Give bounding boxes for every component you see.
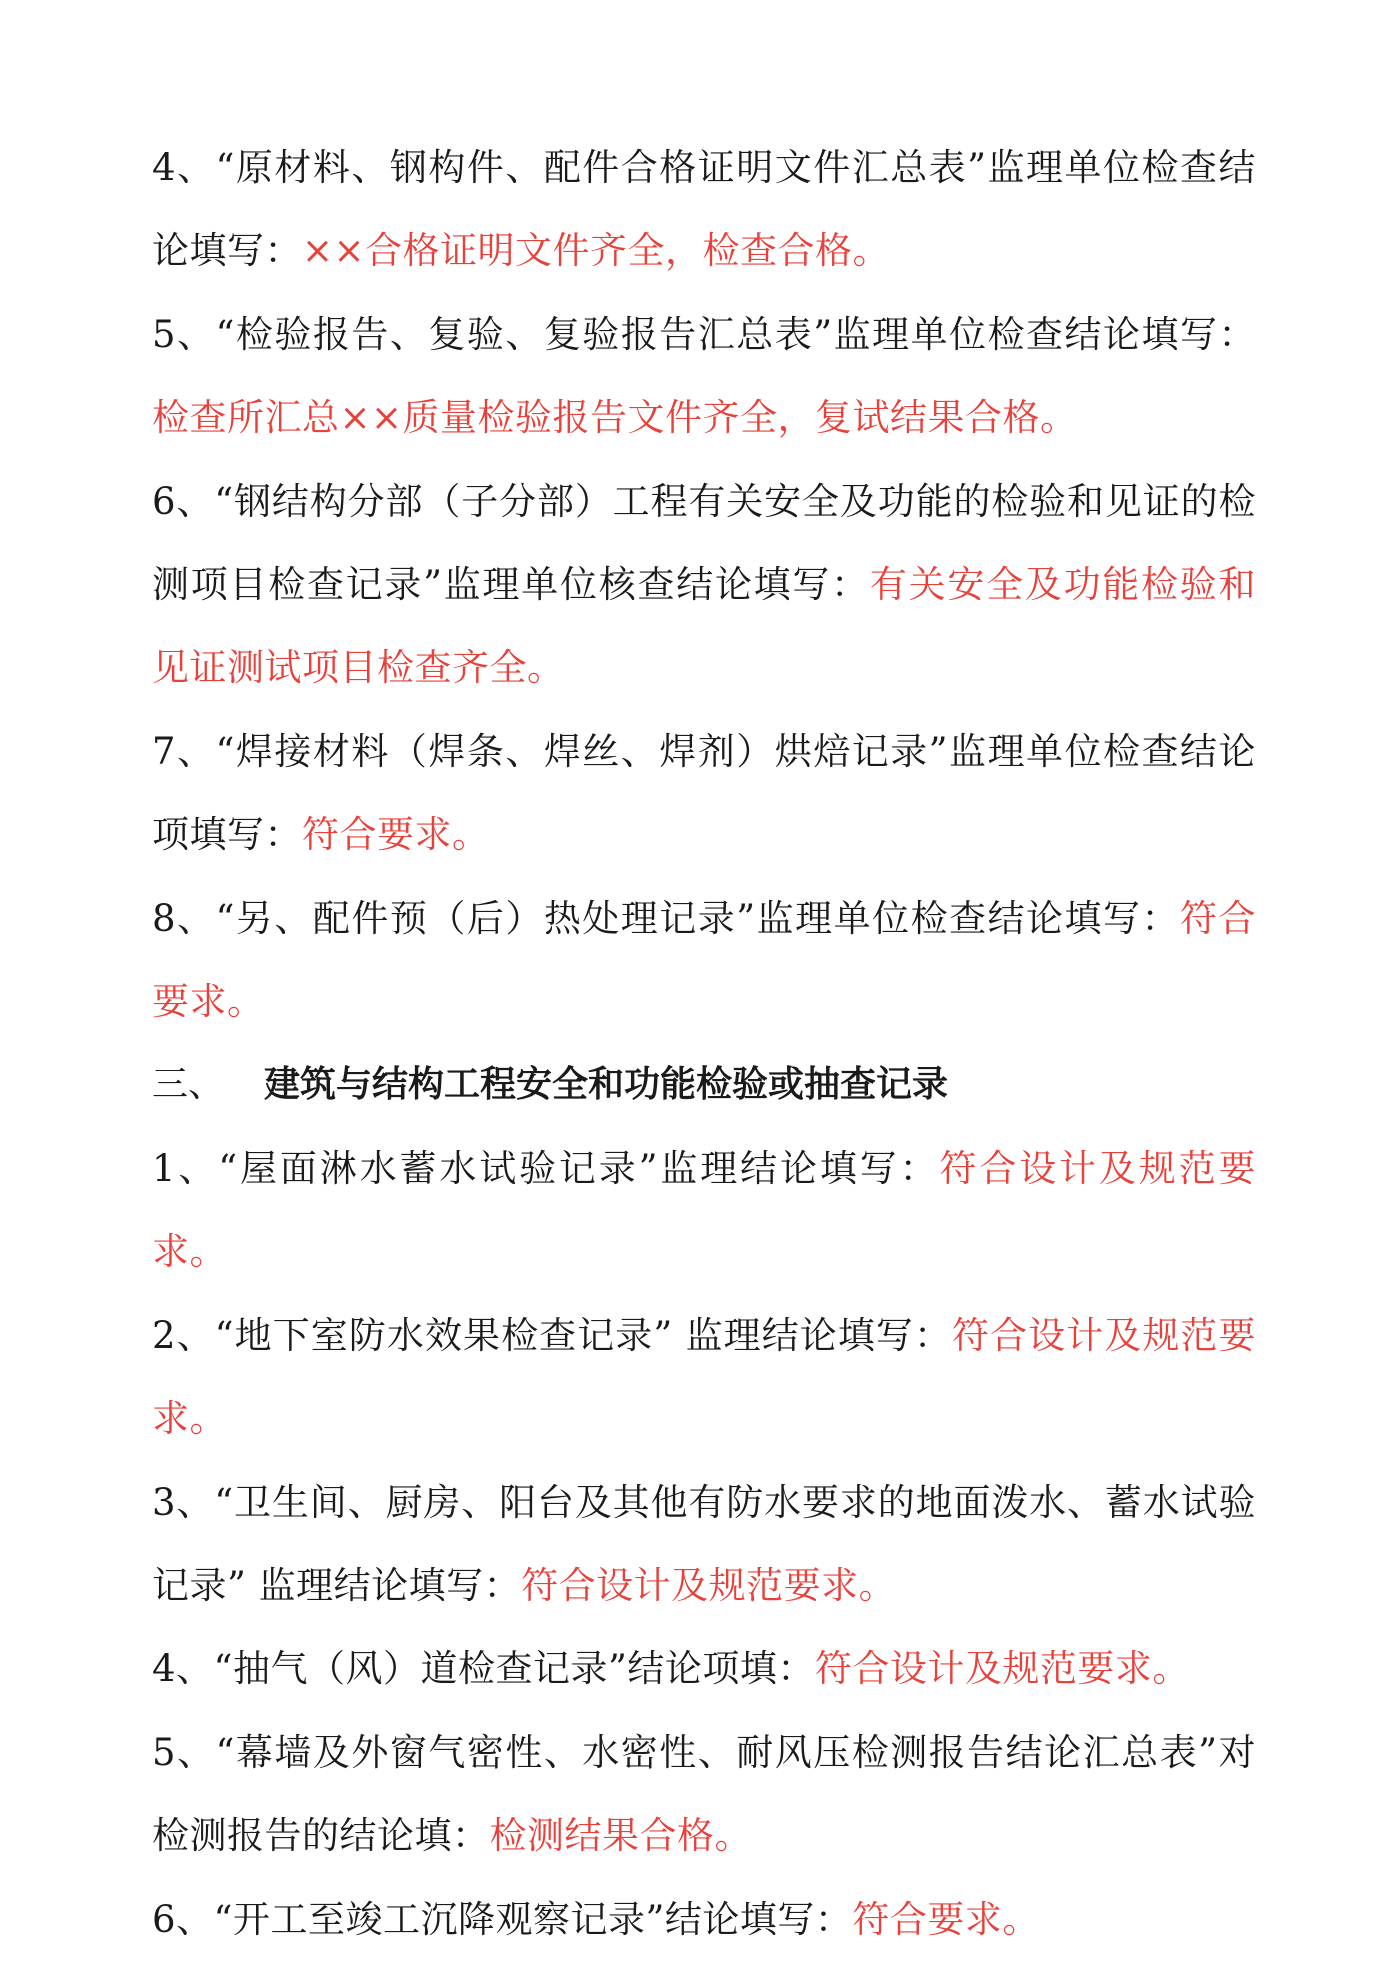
list-item	[152, 460, 1256, 710]
item-answer: 符合设计及规范要求。	[152, 1313, 1256, 1441]
item-answer: 符合要求。	[302, 813, 490, 857]
list-item	[152, 877, 1256, 1044]
item-text: 6、“开工至竣工沉降观察记录”结论填写：	[152, 1897, 853, 1941]
section-title: 建筑与结构工程安全和功能检验或抽查记录	[264, 1063, 949, 1106]
item-answer: 符合要求。	[152, 896, 1257, 1024]
list-item	[152, 1878, 1256, 1961]
list-item	[152, 1127, 1256, 1294]
list-item	[152, 1461, 1256, 1628]
section-heading	[152, 1043, 1256, 1126]
item-text: 4、“原材料、钢构件、配件合格证明文件汇总表”监理单位检查结论填写：	[152, 146, 1256, 273]
list-item	[152, 1711, 1256, 1878]
section-number: 三、	[152, 1064, 225, 1106]
item-text: 5、“幕墙及外窗气密性、水密性、耐风压检测报告结论汇总表”对检测报告的结论填：	[152, 1730, 1256, 1858]
item-answer: 有关安全及功能检验和见证测试项目检查齐全。	[152, 563, 1257, 690]
item-answer: 符合设计及规范要求。	[814, 1647, 1190, 1691]
item-text: 3、“卫生间、厨房、阳台及其他有防水要求的地面泼水、蓄水试验记录” 监理结论填写：	[152, 1480, 1256, 1607]
document-page	[152, 126, 1256, 1961]
list-item	[152, 293, 1256, 460]
list-item	[152, 126, 1256, 293]
item-answer: 检测结果合格。	[489, 1814, 752, 1858]
item-text: 7、“焊接材料（焊条、焊丝、焊剂）烘焙记录”监理单位检查结论项填写：	[152, 729, 1256, 857]
list-item	[152, 1627, 1256, 1710]
item-text: 6、“钢结构分部（子分部）工程有关安全及功能的检验和见证的检测项目检查记录”监理单位核查结论填写：	[152, 479, 1256, 607]
item-text: 1、“屋面淋水蓄水试验记录”监理结论填写：	[152, 1146, 940, 1190]
item-text: 5、“检验报告、复验、复验报告汇总表”监理单位检查结论填写：	[152, 312, 1256, 356]
item-text: 8、“另、配件预（后）热处理记录”监理单位检查结论填写：	[152, 896, 1181, 940]
item-text: 2、“地下室防水效果检查记录” 监理结论填写：	[152, 1313, 953, 1357]
item-answer: 检查所汇总××质量检验报告文件齐全，复试结果合格。	[152, 396, 1078, 440]
item-answer: 符合设计及规范要求。	[152, 1146, 1256, 1274]
item-text: 4、“抽气（风）道检查记录”结论项填：	[152, 1647, 815, 1691]
list-item	[152, 710, 1256, 877]
item-answer: 符合设计及规范要求。	[521, 1563, 897, 1607]
list-item	[152, 1294, 1256, 1461]
item-answer: 符合要求。	[852, 1897, 1040, 1941]
item-answer: ××合格证明文件齐全，检查合格。	[302, 229, 891, 273]
